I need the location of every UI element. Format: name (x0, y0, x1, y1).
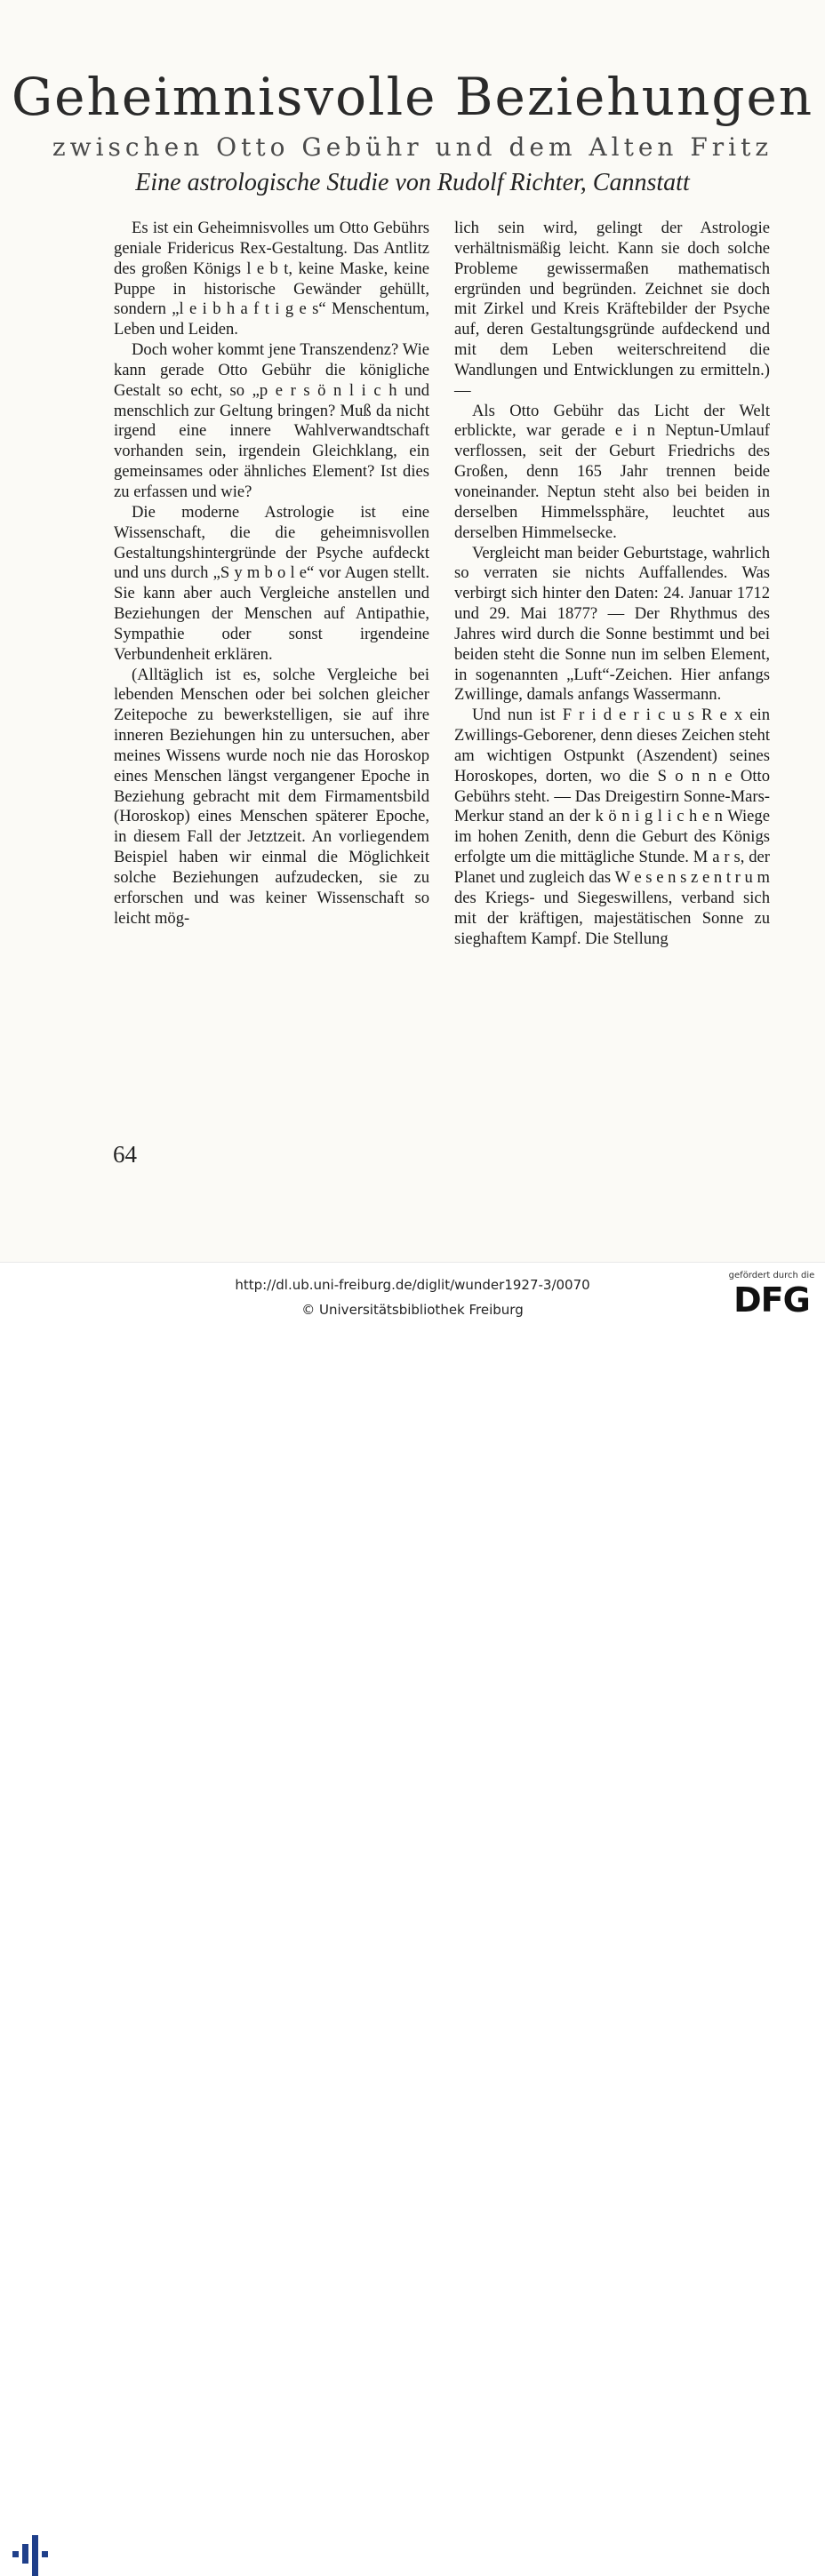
paragraph: Die moderne Astrologie ist eine Wissenschaft, die die geheimnisvollen Gestaltungshintergründe der Psyche aufdeckt und uns durch „S y m b o l e“ vor Augen stellt. Sie kann aber auch Vergleiche anstellen und Beziehungen der Menschen auf Antipathie, Sympathie oder sonst irgendeine Verbundenheit erklären. (114, 502, 429, 664)
dfg-logo: DFG (733, 1280, 810, 1320)
article-title: Geheimnisvolle Beziehungen (11, 67, 814, 127)
paragraph-continuation: lich sein wird, gelingt der Astrologie verhältnismäßig leicht. Kann sie doch solche Probleme gewissermaßen mathematisch ergründen und begründen. Zeichnet sie doch mit Zirkel und Kreis Kräftebilder der Psyche auf, deren Gestaltungsgründe aufdeckend und mit dem Leben weiterschreitend die Wandlungen und Entwicklungen zu ermitteln.) — (454, 219, 770, 400)
dfg-caption: gefördert durch die (728, 1271, 815, 1280)
paragraph: Es ist ein Geheimnisvolles um Otto Gebührs geniale Fridericus Rex-Gestaltung. Das Antlitz des großen Königs l e b t, keine Maske, keine Puppe in historische Gewänder gehüllt, sondern „l e i b h a f t i g e s“ Menschentum, Leben und Leiden. (114, 219, 429, 339)
digital-library-logo-icon (12, 2535, 55, 2576)
paragraph: Vergleicht man beider Geburtstage, wahrlich so verraten sie nichts Auffallendes. Was verbirgt sich hinter den Daten: 24. Januar 1712 und 29. Mai 1877? — Der Rhythmus des Jahres wird durch die Sonne bestimmt und bei beiden steht die Sonne nun im selben Element, in sogenannten „Luft“-Zeichen. Hier anfangs Zwillinge, damals anfangs Wassermann. (454, 543, 770, 705)
article-byline: Eine astrologische Studie von Rudolf Richter, Cannstatt (135, 169, 690, 196)
left-text-column (114, 219, 429, 929)
copyright-notice: © Universitätsbibliothek Freiburg (301, 1302, 524, 1318)
right-text-column (454, 219, 770, 949)
page-number: 64 (113, 1141, 137, 1168)
paragraph: (Alltäglich ist es, solche Vergleiche bei lebenden Menschen oder bei solchen gleicher Zeitepoche zu bewerkstelligen, sie auf ihre inneren Beziehungen hin zu untersuchen, aber meines Wissens wurde noch nie das Horoskop eines Menschen längst vergangener Epoche in Beziehung gebracht mit dem Firmamentsbild (Horoskop) eines Menschen späterer Epoche, in diesem Fall der Jetztzeit. An vorliegendem Beispiel haben wir einmal die Möglichkeit solche Beziehungen aufzudecken, sie zu erforschen und was keiner Wissenschaft so leicht mög- (114, 665, 429, 928)
article-subtitle: zwischen Otto Gebühr und dem Alten Fritz (52, 132, 773, 162)
paragraph: Doch woher kommt jene Transzendenz? Wie kann gerade Otto Gebühr die königliche Gestalt so echt, so „p e r s ö n l i c h und menschlich zur Geltung bringen? Muß da nicht irgend eine innere Wahlverwandtschaft vorhanden sein, irgendein Gleichklang, ein gemeinsames oder ähnliches Element? Ist dies zu erfassen und wie? (114, 340, 429, 501)
paragraph: Und nun ist F r i d e r i c u s R e x ein Zwillings-Geborener, denn dieses Zeichen steht am wichtigen Ostpunkt (Aszendent) seines Horoskopes, dorten, wo die S o n n e Otto Gebührs steht. — Das Dreigestirn Sonne-Mars-Merkur stand an der k ö n i g l i c h e n Wiege im hohen Zenith, denn die Geburt des Königs erfolgte um die mittägliche Stunde. M a r s, der Planet und zugleich das W e s e n s z e n t r u m des Kriegs- und Siegeswillens, verband sich mit der kräftigen, majestätischen Sonne zu sieghaftem Kampf. Die Stellung (454, 706, 771, 948)
paragraph: Als Otto Gebühr das Licht der Welt erblickte, war gerade e i n Neptun-Umlauf verflossen, seit der Geburt Friedrichs des Großen, denn 165 Jahr trennen beide voneinander. Neptun steht also bei beiden in derselben Himmelssphäre, leuchtet aus derselben Himmelsecke. (454, 401, 770, 542)
scanned-page (0, 0, 825, 1262)
permalink-url[interactable]: http://dl.ub.uni-freiburg.de/diglit/wunder1927-3/0070 (235, 1277, 590, 1293)
